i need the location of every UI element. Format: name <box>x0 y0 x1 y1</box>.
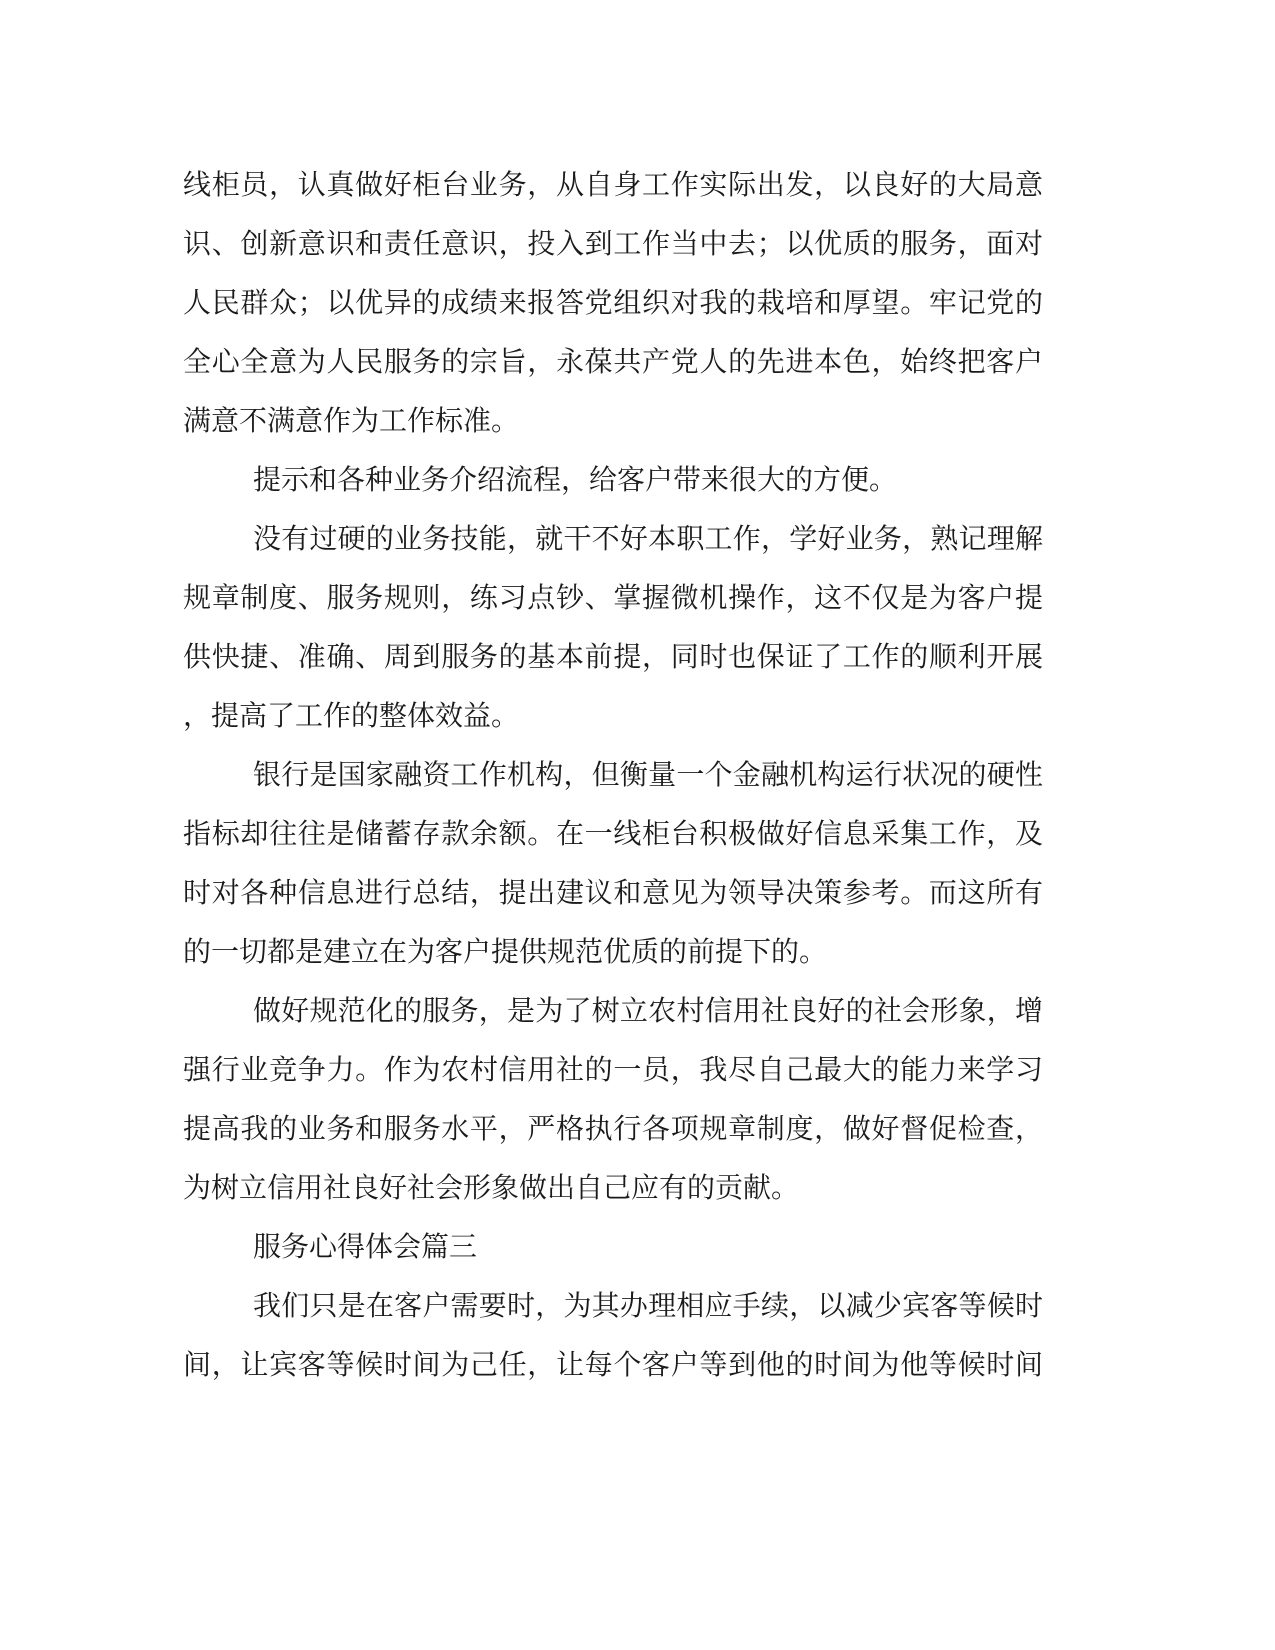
text-line: 识、创新意识和责任意识，投入到工作当中去；以优质的服务，面对 <box>183 227 1043 260</box>
text-line: 银行是国家融资工作机构，但衡量一个金融机构运行状况的硬性 <box>253 758 1043 791</box>
text-line: 提示和各种业务介绍流程，给客户带来很大的方便。 <box>253 463 898 496</box>
text-line: 的一切都是建立在为客户提供规范优质的前提下的。 <box>183 935 828 968</box>
section-heading: 服务心得体会篇三 <box>253 1230 478 1263</box>
text-line: 满意不满意作为工作标准。 <box>183 404 520 437</box>
text-line: 线柜员，认真做好柜台业务，从自身工作实际出发，以良好的大局意 <box>183 168 1043 201</box>
text-line: 提高我的业务和服务水平，严格执行各项规章制度，做好督促检查， <box>183 1112 1043 1145</box>
text-line: 间，让宾客等候时间为己任，让每个客户等到他的时间为他等候时间 <box>183 1348 1043 1381</box>
body-text <box>183 155 1043 1394</box>
text-line: 我们只是在客户需要时，为其办理相应手续，以减少宾客等候时 <box>253 1289 1043 1322</box>
text-line: 指标却往往是储蓄存款余额。在一线柜台积极做好信息采集工作，及 <box>183 817 1043 850</box>
text-line: 强行业竞争力。作为农村信用社的一员，我尽自己最大的能力来学习 <box>183 1053 1043 1086</box>
text-line: 供快捷、准确、周到服务的基本前提，同时也保证了工作的顺利开展 <box>183 640 1043 673</box>
text-line: 规章制度、服务规则，练习点钞、掌握微机操作，这不仅是为客户提 <box>183 581 1043 614</box>
text-line: 全心全意为人民服务的宗旨，永葆共产党人的先进本色，始终把客户 <box>183 345 1043 378</box>
text-line: 做好规范化的服务，是为了树立农村信用社良好的社会形象，增 <box>253 994 1043 1027</box>
text-line: 没有过硬的业务技能，就干不好本职工作，学好业务，熟记理解 <box>253 522 1043 555</box>
text-line: ，提高了工作的整体效益。 <box>183 699 520 732</box>
text-line: 人民群众；以优异的成绩来报答党组织对我的栽培和厚望。牢记党的 <box>183 286 1043 319</box>
text-line: 为树立信用社良好社会形象做出自己应有的贡献。 <box>183 1171 800 1204</box>
text-line: 时对各种信息进行总结，提出建议和意见为领导决策参考。而这所有 <box>183 876 1043 909</box>
